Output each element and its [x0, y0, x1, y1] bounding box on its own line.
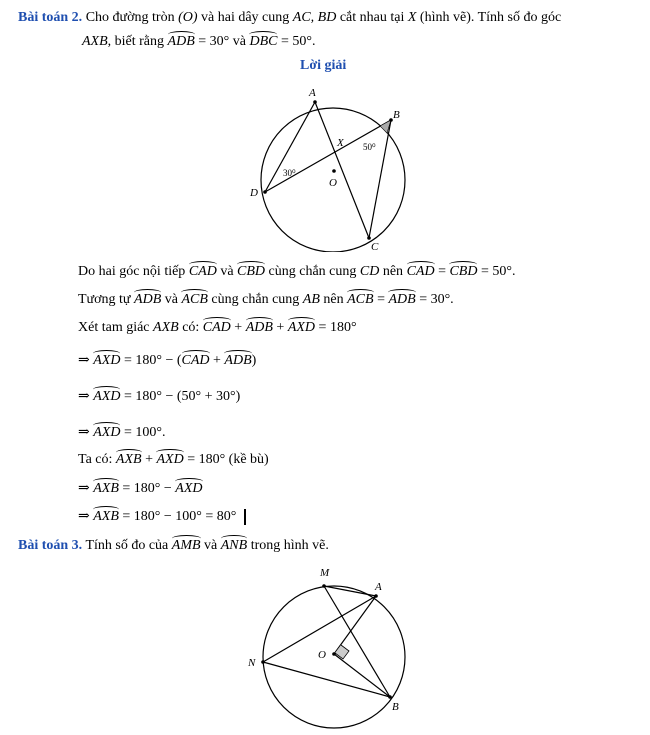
- s2-f: AB: [302, 292, 320, 307]
- angle-b-label: 50⁰: [363, 142, 376, 152]
- s1-g: nên: [382, 264, 404, 279]
- s8-a: ⇒: [78, 481, 90, 496]
- solution-title: Lời giải: [300, 58, 347, 73]
- solution-line-8: [78, 480, 203, 497]
- point-m: [322, 584, 326, 588]
- s2-d: ACB: [181, 292, 208, 307]
- solution-line-5: [78, 388, 240, 405]
- s1-k: = 50°.: [480, 264, 516, 279]
- s2-i: =: [377, 292, 385, 307]
- circle-name: (O): [178, 10, 198, 25]
- s5-a: ⇒: [78, 389, 90, 404]
- s4-a: ⇒: [78, 353, 90, 368]
- problem3-and: và: [204, 538, 218, 553]
- s3-d: CAD: [202, 320, 231, 335]
- solution-line-2: [78, 292, 454, 308]
- solution-line-9: [78, 508, 246, 525]
- point-b2: [388, 695, 392, 699]
- s1-f: CD: [359, 264, 380, 279]
- s6-b: AXD: [93, 425, 121, 440]
- s4-d: CAD: [181, 353, 210, 368]
- and-word: và: [232, 34, 246, 49]
- problem2-line2: [82, 34, 315, 50]
- problem2-label: Bài toán 2.: [18, 10, 83, 25]
- s2-a: Tương tự: [78, 292, 131, 307]
- chord-bc: [369, 120, 391, 238]
- point-o2: [332, 652, 336, 656]
- s9-a: ⇒: [78, 509, 90, 524]
- figure-2: [240, 560, 420, 730]
- s5-c: = 180° − (50° + 30°): [123, 389, 241, 404]
- label-x: X: [337, 137, 344, 149]
- problem3-angle-2: ANB: [220, 538, 248, 553]
- s2-k: = 30°.: [419, 292, 454, 307]
- label-a2: A: [375, 581, 382, 593]
- solution-line-7: [78, 452, 269, 468]
- problem2-text-5: , biết rằng: [107, 34, 165, 49]
- s3-i: = 180°: [318, 320, 357, 335]
- angle-d-label: 30⁰: [283, 168, 296, 178]
- problem3-text-1: Tính số đo của: [85, 538, 169, 553]
- point-x: X: [407, 10, 417, 25]
- s3-e: +: [234, 320, 243, 335]
- s8-b: AXB: [93, 481, 119, 496]
- s1-h: CAD: [406, 264, 435, 279]
- target-angle: AXB: [82, 34, 108, 49]
- s7-b: AXB: [115, 452, 142, 467]
- figure-1: [245, 84, 425, 252]
- circle-o-2: [263, 586, 405, 728]
- problem2-text-1: Cho đường tròn: [85, 10, 175, 25]
- s3-b: AXB: [153, 320, 179, 335]
- label-n: N: [248, 657, 256, 669]
- s3-g: +: [276, 320, 285, 335]
- s4-f: ADB: [224, 353, 252, 368]
- problem3-label: Bài toán 3.: [18, 538, 83, 553]
- label-a: A: [309, 87, 316, 99]
- solution-line-6: [78, 424, 165, 441]
- solution-line-3: [78, 320, 357, 336]
- label-o: O: [329, 177, 337, 189]
- point-a: [313, 100, 317, 104]
- point-d: [263, 190, 267, 194]
- label-d: D: [250, 187, 258, 199]
- label-o2: O: [318, 649, 326, 661]
- label-c: C: [371, 241, 379, 252]
- given-value-1: = 30°: [198, 34, 230, 49]
- problem2-line1: [18, 10, 561, 26]
- point-a2: [374, 594, 378, 598]
- s6-a: ⇒: [78, 425, 90, 440]
- s2-g: nên: [323, 292, 344, 307]
- problem2-text-2: và hai dây cung: [201, 10, 290, 25]
- s1-a: Do hai góc nội tiếp: [78, 264, 186, 279]
- chord-ac: [315, 102, 369, 238]
- chord-ad: [265, 102, 315, 192]
- solution-line-4: [78, 352, 256, 369]
- s1-j: CBD: [449, 264, 478, 279]
- s7-d: AXD: [156, 452, 184, 467]
- s7-a: Ta có:: [78, 452, 113, 467]
- chord-nb: [263, 662, 390, 697]
- s5-b: AXD: [93, 389, 121, 404]
- s2-h: ACB: [347, 292, 374, 307]
- chord-bd: [265, 120, 391, 192]
- problem2-text-4: (hình vẽ). Tính số đo góc: [419, 10, 562, 25]
- s3-c: có:: [182, 320, 200, 335]
- s3-a: Xét tam giác: [78, 320, 150, 335]
- end-of-proof-mark: [244, 509, 246, 525]
- label-b: B: [393, 109, 400, 121]
- s1-e: cùng chắn cung: [268, 264, 357, 279]
- s4-b: AXD: [93, 353, 121, 368]
- s4-g: ): [251, 353, 257, 368]
- s1-i: =: [438, 264, 446, 279]
- solution-line-1: [78, 264, 515, 280]
- given-angle-2: DBC: [249, 34, 278, 49]
- given-value-2: = 50°.: [280, 34, 316, 49]
- s4-e: +: [213, 353, 221, 368]
- problem3-text-2: trong hình vẽ.: [250, 538, 329, 553]
- point-o: [332, 169, 336, 173]
- s9-c: = 180° − 100° = 80°: [122, 509, 237, 524]
- s7-c: +: [145, 452, 153, 467]
- s1-b: CAD: [188, 264, 217, 279]
- s2-e: cùng chắn cung: [211, 292, 300, 307]
- s4-c: = 180° − (: [123, 353, 182, 368]
- s2-j: ADB: [388, 292, 416, 307]
- s2-c: và: [164, 292, 178, 307]
- s8-d: AXD: [175, 481, 203, 496]
- s9-b: AXB: [93, 509, 119, 524]
- s2-b: ADB: [134, 292, 162, 307]
- point-c: [367, 236, 371, 240]
- problem3-angle-1: AMB: [171, 538, 201, 553]
- s7-e: = 180° (kề bù): [187, 452, 269, 467]
- s1-d: CBD: [237, 264, 266, 279]
- s3-h: AXD: [287, 320, 316, 335]
- problem3-line: [18, 538, 329, 554]
- s1-c: và: [220, 264, 234, 279]
- label-b2: B: [392, 701, 399, 713]
- problem2-text-3: cắt nhau tại: [339, 10, 405, 25]
- radius-oa: [334, 596, 376, 654]
- radius-ob: [334, 654, 390, 697]
- label-m: M: [320, 567, 330, 579]
- s3-f: ADB: [245, 320, 273, 335]
- s8-c: = 180° −: [122, 481, 172, 496]
- given-angle-1: ADB: [167, 34, 195, 49]
- chords: AC, BD: [292, 10, 337, 25]
- s6-c: = 100°.: [123, 425, 166, 440]
- point-n: [261, 660, 265, 664]
